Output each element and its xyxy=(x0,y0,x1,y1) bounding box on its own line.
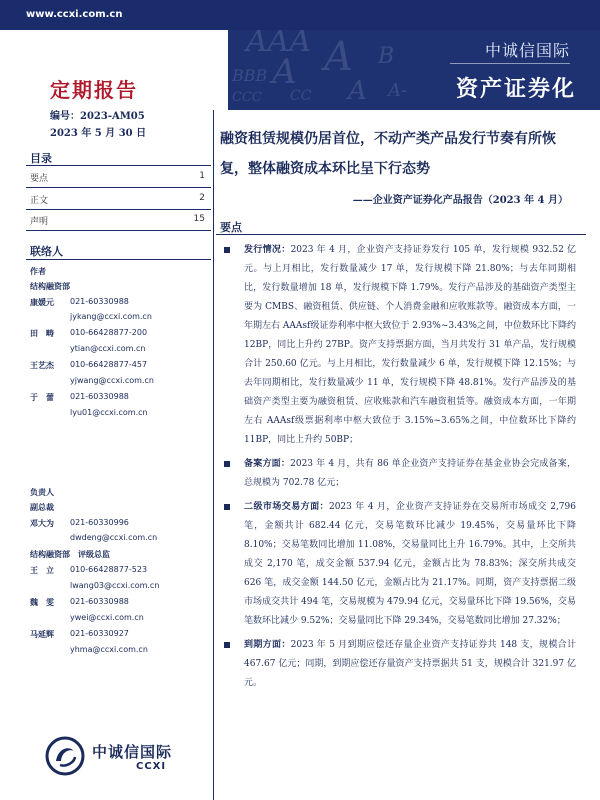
contact-name: 王 立 xyxy=(30,566,54,575)
contact-name: 马延辉 xyxy=(30,630,54,639)
banner-deco-text: A- xyxy=(388,80,408,101)
toc-item-label: 要点 xyxy=(30,174,49,184)
leader-title: 副总裁 xyxy=(30,503,54,512)
column-divider xyxy=(213,110,214,800)
contact-phone: 010-66428877-200 xyxy=(70,328,148,337)
toc-item[interactable] xyxy=(30,171,205,184)
ccxi-logo-icon xyxy=(44,735,86,777)
contact-name: 于 蕾 xyxy=(30,393,54,402)
key-point-label: 备案方面： xyxy=(244,459,291,469)
key-point xyxy=(222,636,576,693)
contact-email[interactable]: dwdeng@ccxi.com.cn xyxy=(70,533,158,542)
site-url[interactable]: www.ccxi.com.cn xyxy=(26,9,123,20)
divider xyxy=(26,187,211,188)
divider xyxy=(216,234,586,235)
banner-deco-text: A xyxy=(324,34,353,80)
contact-phone: 021-60330988 xyxy=(70,297,129,306)
contacts-heading: 联络人 xyxy=(30,245,63,258)
toc-item-page: 15 xyxy=(193,214,205,224)
report-category: 资产证券化 xyxy=(455,77,576,102)
leaders-label: 负责人 xyxy=(30,488,54,497)
authors-dept: 结构融资部 xyxy=(30,282,70,291)
banner-deco-text: B xyxy=(378,44,395,69)
contact-phone: 021-60330927 xyxy=(70,629,129,638)
key-point xyxy=(222,241,576,450)
contact-email[interactable]: yjwang@ccxi.com.cn xyxy=(70,376,154,385)
company-logo xyxy=(44,735,194,780)
banner-deco-text: BBB xyxy=(232,66,268,85)
key-point xyxy=(222,455,576,493)
contact-phone: 010-66428877-523 xyxy=(70,565,148,574)
leader-dept: 结构融资部 评级总监 xyxy=(30,550,110,559)
banner-deco-text: CC xyxy=(290,88,312,104)
contact-name: 王艺杰 xyxy=(30,361,54,370)
contact-name: 邓大为 xyxy=(30,519,54,528)
contact-email[interactable]: ytian@ccxi.com.cn xyxy=(70,344,146,353)
key-points-heading: 要点 xyxy=(220,221,242,234)
toc-item[interactable] xyxy=(30,214,205,227)
contact-email[interactable]: jykang@ccxi.com.cn xyxy=(70,312,152,321)
report-title: 定期报告 xyxy=(50,78,138,102)
cover-banner xyxy=(228,30,600,110)
contact-name: 魏 雯 xyxy=(30,598,54,607)
key-point-label: 到期方面： xyxy=(244,640,291,650)
banner-deco-text: A xyxy=(348,76,367,106)
key-point-label: 发行情况： xyxy=(244,245,291,255)
top-bar xyxy=(0,0,600,30)
contact-email[interactable]: ywei@ccxi.com.cn xyxy=(70,613,144,622)
key-point-text: 2023 年 5 月到期应偿还存量企业资产支持证券共 148 支，规模合计 467.67 亿元；同期，到期应偿还存量资产支持票据共 51 支，规模合计 321.97 亿元。 xyxy=(244,640,576,688)
key-points-list xyxy=(222,241,576,693)
bullet-square-icon xyxy=(224,504,230,510)
contact-phone: 021-60330996 xyxy=(70,518,129,527)
toc-item-label: 正文 xyxy=(30,196,49,206)
toc-item[interactable] xyxy=(30,193,205,206)
bullet-square-icon xyxy=(224,461,230,467)
contact-name: 康媛元 xyxy=(30,298,54,307)
contact-email[interactable]: yhma@ccxi.com.cn xyxy=(70,645,148,654)
report-subtitle: ——企业资产证券化产品报告（2023 年 4 月） xyxy=(352,195,568,206)
banner-deco-text: CCC xyxy=(232,90,262,105)
banner-deco-text: AAA xyxy=(246,30,311,59)
divider xyxy=(26,209,211,210)
logo-name: 中诚信国际 xyxy=(92,743,173,761)
key-point xyxy=(222,498,576,631)
logo-english: CCXI xyxy=(136,761,167,772)
contact-email[interactable]: lwang03@ccxi.com.cn xyxy=(70,581,160,590)
report-headline: 融资租赁规模仍居首位，不动产类产品发行节奏有所恢复，整体融资成本环比呈下行态势 xyxy=(220,131,556,177)
contact-name: 田 畴 xyxy=(30,329,54,338)
key-point-text: 2023 年 4 月，企业资产支持证券发行 105 单，发行规模 932.52 亿元。与上月相比，发行数量减少 17 单，发行规模下降 21.80%；与去年同期相比，发行数量增加 18 单，发行规模下降 1.79%。发行产品涉及的基础资产类型主要为 CMBS、融资租赁、供应链、个人消费金融和应收账款等。融资成本方面，一年期左右 AAAsf级证券利率中枢大致位于 2.93%~3.43%之间，中位数环比下降约 12BP，同比上升约 27BP。资产支持票据方面，当月共发行 31 单产品，发行规模合计 250.60 亿元。与上月相比，发行数量减少 6 单，发行规模下降 12.15%；与去年同期相比，发行数量减少 11 单，发行规模下降 48.81%。发行产品涉及的基础资产类型主要为融资租赁、应收账款和汽车融资租赁等。融资成本方面，一年期左右 AAAsf级票据利率中枢大致位于 3.15%~3.65%之间，中位数环比下降约 11BP，同比上升约 50BP； xyxy=(244,245,576,445)
bullet-square-icon xyxy=(224,642,230,648)
toc-heading: 目录 xyxy=(30,152,52,165)
toc-item-page: 1 xyxy=(199,171,205,181)
toc-item-page: 2 xyxy=(199,193,205,203)
key-point-text: 2023 年 4 月，企业资产支持证券在交易所市场成交 2,796 笔，金额共计 682.44 亿元，交易笔数环比减少 19.45%，交易量环比下降 8.10%；交易笔数同比增加 11.08%，交易量同比上升 16.79%。其中，上交所共成交 2,170 笔，成交金额 537.94 亿元，金额占比为 78.83%；深交所共成交 626 笔，成交金额 144.50 亿元，金额占比为 21.17%。同期，资产支持票据二级市场成交共计 494 笔，交易规模为 479.94 亿元，交易量环比下降 19.56%，交易笔数环比减少 9.52%；交易量同比下降 29.34%，交易笔数同比增加 27.32%； xyxy=(244,502,576,626)
divider xyxy=(26,165,211,166)
banner-brand-name: 中诚信国际 xyxy=(484,41,570,60)
key-point-label: 二级市场交易方面： xyxy=(244,502,329,512)
contact-phone: 010-66428877-457 xyxy=(70,360,148,369)
bullet-square-icon xyxy=(224,247,230,253)
banner-deco-text: A xyxy=(272,52,297,92)
authors-label: 作者 xyxy=(30,267,46,276)
divider xyxy=(26,230,211,231)
report-date: 2023 年 5 月 30 日 xyxy=(50,128,147,139)
report-number: 编号：2023-AM05 xyxy=(50,111,145,122)
contact-phone: 021-60330988 xyxy=(70,392,129,401)
contact-phone: 021-60330988 xyxy=(70,597,129,606)
toc-item-label: 声明 xyxy=(30,217,49,227)
divider xyxy=(26,259,211,260)
key-point-text: 2023 年 4 月，共有 86 单企业资产支持证券在基金业协会完成备案，总规模为 702.78 亿元； xyxy=(244,459,576,488)
banner-divider xyxy=(450,63,570,64)
contact-email[interactable]: lyu01@ccxi.com.cn xyxy=(70,408,148,417)
